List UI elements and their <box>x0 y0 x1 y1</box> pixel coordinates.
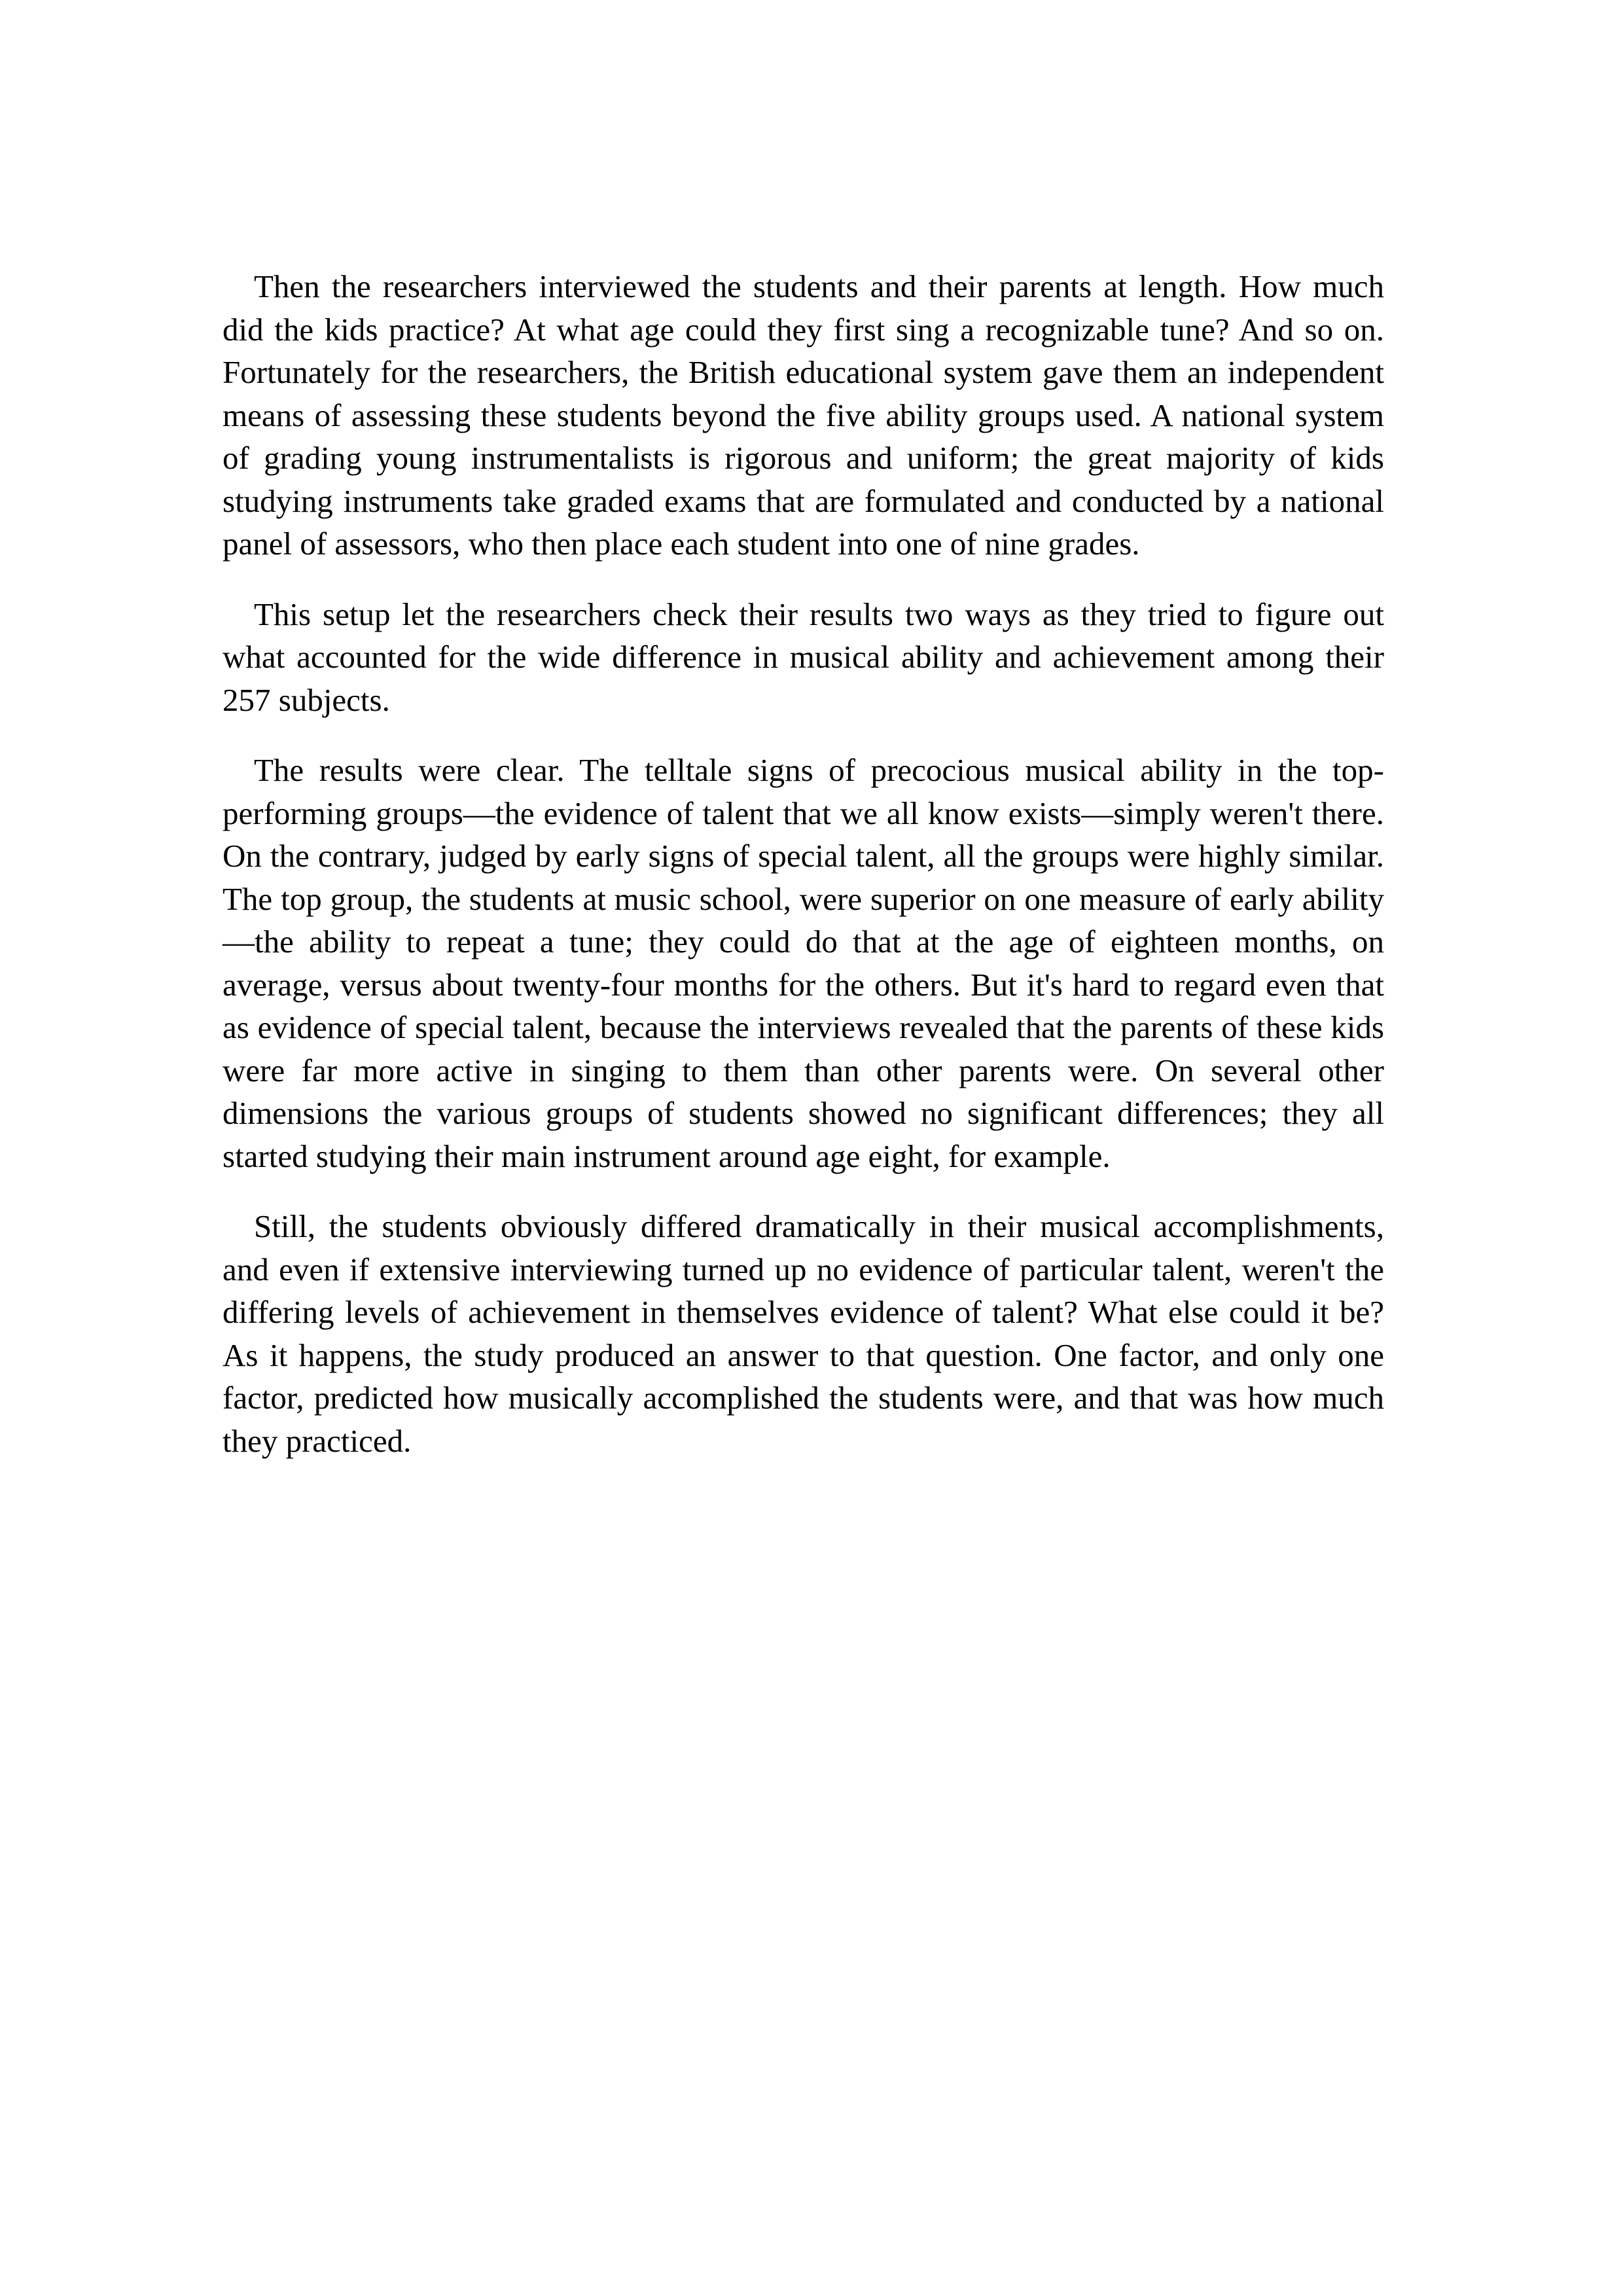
body-text-column <box>223 265 1384 1462</box>
paragraph-3: The results were clear. The telltale signs of precocious musical ability in the top-performing groups—the evidence of talent that we all know exists—simply weren't there. On the contrary, judged by early signs of special talent, all the groups were highly similar. The top group, the students at music school, were superior on one measure of early ability—the ability to repeat a tune; they could do that at the age of eighteen months, on average, versus about twenty-four months for the others. But it's hard to regard even that as evidence of special talent, because the interviews revealed that the parents of these kids were far more active in singing to them than other parents were. On several other dimensions the various groups of students showed no significant differences; they all started studying their main instrument around age eight, for example. <box>223 752 1384 1174</box>
paragraph-1: Then the researchers interviewed the students and their parents at length. How much did the kids practice? At what age could they first sing a recognizable tune? And so on. Fortunately for the researchers, the British educational system gave them an independent means of assessing these students beyond the five ability groups used. A national system of grading young instrumentalists is rigorous and uniform; the great majority of kids studying instruments take graded exams that are formulated and conducted by a national panel of assessors, who then place each student into one of nine grades. <box>223 268 1384 562</box>
paragraph-2: This setup let the researchers check their results two ways as they tried to figure out what accounted for the wide difference in musical ability and achievement among their 257 subjects. <box>223 596 1384 718</box>
paragraph-4: Still, the students obviously differed dramatically in their musical accomplishments, and even if extensive interviewing turned up no evidence of particular talent, weren't the differing levels of achievement in themselves evidence of talent? What else could it be? As it happens, the study produced an answer to that question. One factor, and only one factor, predicted how musically accomplished the students were, and that was how much they practiced. <box>223 1208 1384 1459</box>
